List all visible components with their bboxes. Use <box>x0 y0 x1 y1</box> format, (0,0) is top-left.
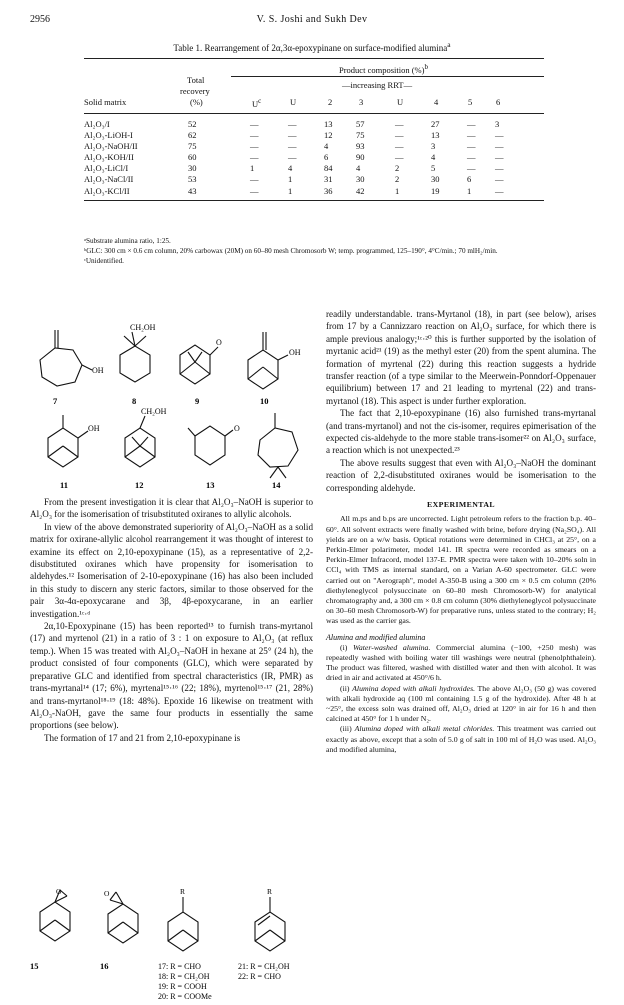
cell-value: 30 <box>356 174 365 185</box>
header-bottom-rule <box>84 113 544 114</box>
s9-o: O <box>216 338 222 347</box>
cell-value: 1 <box>467 185 472 196</box>
header-total-3: (%) <box>190 97 203 107</box>
table-caption-text: Table 1. Rearrangement of 2α,3α-epoxypinane on surface-modified alumina <box>173 43 448 53</box>
cell-value: 6 <box>324 152 329 163</box>
header-total-2: recovery <box>180 86 210 96</box>
table-row <box>84 130 544 141</box>
cell-value: 13 <box>324 119 333 129</box>
label-9: 9 <box>195 396 200 406</box>
left-para-3: 2α,10-Epoxypinane (15) has been reported¹³ to furnish trans-myrtanol (17) and myrtenol (21) in a ratio of 3 : 1 on exposure to Al₂O₃ (at reflux temp.). When 15 was treated with Al₂O₃–NaOH in hexane at 25° (24 h), the product consisted of four components (GLC), which were separated by preparative GLC and identified from spectral characteristics (IR, PMR) as trans-myrtanal¹⁴ (17; 6%), myrtenal¹⁵·¹⁶ (22; 18%), myrtenol¹⁵·¹⁷ (21, 28%) and trans-myrtanol¹⁸·¹⁹ (18: 48%). Epoxide 16 likewise on treatment with Al₂O₃-NaOH, gave the same four products in essentially the same proportions (see below). <box>30 621 313 731</box>
subcol-8: 6 <box>496 97 501 107</box>
cell-total: 75 <box>188 141 197 152</box>
header-product-text: Product composition (%) <box>339 64 425 75</box>
cell-value: 19 <box>431 185 440 196</box>
cell-value: — <box>495 141 504 152</box>
experimental-subheading: Alumina and modified alumina <box>326 632 426 642</box>
cell-value: — <box>288 119 297 129</box>
cell-value: 2 <box>395 174 400 185</box>
cell-value: — <box>467 130 476 141</box>
label-14: 14 <box>272 480 281 490</box>
cell-value: — <box>250 152 259 163</box>
exp-item-1: (i) Water-washed alumina. Commercial alumina (−100, +250 mesh) was repeatedly washed with boiling water till washings were neutral (phenolphthalein). The product was filtered, washed with distilled water and then with alcohol. It was dried in air and activated at 450°/6 h. <box>326 642 597 683</box>
table-row <box>84 141 544 152</box>
r-label-21: R <box>267 887 273 896</box>
header-total-1: Total <box>187 75 205 85</box>
cell-value: — <box>495 130 504 141</box>
header-solid-matrix: Solid matrix <box>84 97 127 107</box>
cell-value: 12 <box>324 130 333 141</box>
cell-value: 4 <box>431 152 436 163</box>
cell-value: 31 <box>324 174 333 185</box>
cell-total: 53 <box>188 174 197 185</box>
cell-value: — <box>250 174 259 185</box>
cell-value: — <box>395 141 404 152</box>
footnote-b: ᵇGLC: 300 cm × 0.6 cm column, 20% carbowax (20M) on 60–80 mesh Chromosorb W; temp. programmed, 125–190°, 4°C/min.; 70 mlH₂/min. <box>84 247 498 255</box>
table-row <box>84 152 544 163</box>
header-increasing-rrt: —increasing RRT— <box>342 80 413 90</box>
cell-matrix: Al₂O₃-NaOH/II <box>84 141 138 152</box>
footnote-a: ᵃSubstrate alumina ratio, 1:25. <box>84 237 171 245</box>
cell-value: — <box>467 141 476 152</box>
cell-value: 57 <box>356 119 365 129</box>
cell-matrix: Al₂O₃-KOH/II <box>84 152 134 163</box>
cell-value: 1 <box>250 163 255 174</box>
structures-15-22 <box>30 882 315 1002</box>
experimental-section <box>326 500 596 755</box>
cell-value: 42 <box>356 185 365 196</box>
cell-value: 30 <box>431 174 440 185</box>
r-label-17: R <box>180 887 186 896</box>
list-19: 19: R = COOH <box>158 982 207 991</box>
cell-value: 1 <box>288 185 293 196</box>
product-span-rule <box>231 76 544 77</box>
table-bottom-rule <box>84 200 544 201</box>
cell-value: — <box>467 152 476 163</box>
cell-value: 4 <box>324 141 329 152</box>
cell-value: 6 <box>467 174 472 185</box>
label-11: 11 <box>60 480 69 490</box>
cell-value: — <box>250 130 259 141</box>
list-21: 21: R = CH₂OH <box>238 962 290 971</box>
cell-value: — <box>495 152 504 163</box>
cell-value: 90 <box>356 152 365 163</box>
subcol-2: U <box>290 97 297 107</box>
experimental-heading: EXPERIMENTAL <box>427 500 495 510</box>
cell-value: 36 <box>324 185 333 196</box>
label-16: 16 <box>100 961 109 971</box>
cell-value: 4 <box>288 163 293 174</box>
s7-oh: OH <box>92 366 104 375</box>
subcol-5: U <box>397 97 404 107</box>
cell-matrix: Al₂O₃-LiOH-I <box>84 130 133 141</box>
subcol-1: $U^c$ <box>252 97 262 109</box>
exp-item-3: (iii) Alumina doped with alkali metal chlorides. This treatment was carried out exactly as above, except that a soln of 5.0 g of salt in 100 ml of H₂O was used. Al₂O₃ and modified alumina, <box>326 724 596 754</box>
structures-7-14 <box>20 300 310 492</box>
cell-value: 75 <box>356 130 365 141</box>
left-para-4: The formation of 17 and 21 from 2,10-epoxypinane is <box>44 732 241 743</box>
cell-value: 5 <box>431 163 436 174</box>
s15-o: O <box>56 887 62 896</box>
list-18: 18: R = CH₂OH <box>158 972 210 981</box>
cell-value: 1 <box>395 185 400 196</box>
cell-value: 27 <box>431 119 440 129</box>
experimental-intro: All m.ps and b.ps are uncorrected. Light petroleum refers to the fraction b.p. 40–60°. All solvent extracts were finally washed with brine, before drying (Na₂SO₄). All yields are on a w/w basis. Optical rotations were determined in CHCl₃ at 25°, on a Perkin-Elmer polarimeter, model 141. IR spectra were recorded as smears on a Perkin-Elmer Infracord, model 137-E. PMR spectra were taken with 10–20% soln in CCl₄ with TMS as internal standard, on a Varian A-60 spectrometer. GLC were carried out on "Aerograph", model A-350-B using a 300 cm × 0.5 cm column (20% diethyleneglycol polysuccinate on 60–80 mesh Chromosorb-W) for analytical chromatography and, a 300 cm × 0.8 cm column (30% diethyleneglycol polysuccinate on 30–60 mesh Chromosorb-W) for preparative runs, unless stated to the contrary; H₂ was used as the carrier gas. <box>326 514 596 626</box>
table-body <box>84 119 544 197</box>
right-para-3: The above results suggest that even with Al₂O₃–NaOH the dominant reaction of 2,2-disubstituted oxiranes would be isomerisation to the corresponding aldehyde. <box>326 457 596 493</box>
subcol-4: 3 <box>359 97 364 107</box>
exp-item-2: (ii) Alumina doped with alkali hydroxides. The above Al₂O₃ (50 g) was covered with alkali hydroxide aq (100 ml containing 1.5 g of the hydroxide). After 48 h at ~25°, the excess soln was drained off, Al₂O₃ dried at 120° in air for 16 h and then calcined at 450° for 1 h under N₂. <box>326 683 596 724</box>
header-product-mark: b <box>424 63 429 71</box>
cell-value: — <box>250 141 259 152</box>
results-table <box>84 58 544 201</box>
cell-value: 13 <box>431 130 440 141</box>
table-row <box>84 174 544 185</box>
cell-value: 4 <box>356 163 361 174</box>
subcol-3: 2 <box>328 97 333 107</box>
cell-value: 3 <box>495 119 500 129</box>
cell-value: — <box>288 141 297 152</box>
header-product <box>339 63 428 75</box>
label-12: 12 <box>135 480 144 490</box>
label-10: 10 <box>260 396 269 406</box>
cell-value: — <box>288 152 297 163</box>
cell-value: — <box>495 163 504 174</box>
cell-value: 84 <box>324 163 333 174</box>
s13-o: O <box>234 424 240 433</box>
right-para-2: The fact that 2,10-epoxypinane (16) also furnished trans-myrtanal (and trans-myrtanol) and not the cis-isomer, requires epimerisation of the expected cis-aldehyde to the more stable trans-isomer²² on Al₂O₃ surface, a reaction which is not unexpected.²³ <box>326 408 596 456</box>
cell-value: — <box>495 185 504 196</box>
cell-total: 43 <box>188 185 197 196</box>
cell-total: 30 <box>188 163 197 174</box>
page-number: 2956 <box>30 14 50 25</box>
subcol-6: 4 <box>434 97 439 107</box>
cell-total: 60 <box>188 152 197 163</box>
left-para-1: From the present investigation it is clear that Al₂O₃–NaOH is superior to Al₂O₃ for the isomerisation of trisubstituted oxiranes to allylic alcohols. <box>30 497 313 520</box>
cell-matrix: Al₂O₃-LiCl/I <box>84 163 129 174</box>
cell-value: 1 <box>288 174 293 185</box>
left-para-2: In view of the above demonstrated superiority of Al₂O₃–NaOH as a solid matrix for oxirane-allylic alcohol rearrangement it was thought of interest to examine its effect on 2,10-epoxypinane (15), as a representative of 2,2-disubstituted oxiranes which have propensity for isomerisation to aldehydes.¹² Isomerisation of 2-10-epoxypinane (16) has also been included in this study to discern any steric factors, similar to those observed for the pair 3α-4α-epoxycarane and 3β, 4β-epoxycarane, in an earlier investigation.¹ᶜ·ᵈ <box>30 521 313 619</box>
table-row <box>84 163 544 174</box>
label-15: 15 <box>30 961 39 971</box>
cell-value: — <box>467 163 476 174</box>
s11-oh: OH <box>88 424 100 433</box>
page-header <box>30 14 594 28</box>
cell-value: 3 <box>431 141 436 152</box>
cell-matrix: Al₂O₃-KCl/II <box>84 185 130 196</box>
table-caption <box>30 40 594 53</box>
cell-matrix: Al₂O₃-NaCl/II <box>84 174 134 185</box>
table-row <box>84 119 544 130</box>
s10-oh: OH <box>289 348 301 357</box>
cell-value: 93 <box>356 141 365 152</box>
left-column-text <box>30 496 313 744</box>
cell-total: 52 <box>188 119 197 129</box>
cell-value: — <box>395 119 404 129</box>
label-7: 7 <box>53 396 58 406</box>
s16-o: O <box>104 889 110 898</box>
s12-ch2oh: CH₂OH <box>141 407 167 416</box>
cell-value: 2 <box>395 163 400 174</box>
list-22: 22: R = CHO <box>238 972 281 981</box>
cell-value: — <box>288 130 297 141</box>
cell-value: — <box>250 119 259 129</box>
table-footnotes <box>84 236 544 266</box>
subcol-7: 5 <box>468 97 473 107</box>
right-para-1: readily understandable. trans-Myrtanol (18), in part (see below), arises from 17 by a Cannizzaro reaction on Al₂O₃ surface, for which there is ample previous analogy;¹ᶜ·²⁰ this is further supported by the isolation of myrtanic acid²¹ (19) as the methyl ester (20) from the spent alumina. The formation of myrtenal (22) during this reaction suggests a hydride transfer reaction (of a type similar to the Meerwein-Ponndorf-Oppenauer equilibrium) between 17 and 21 leading to myrtenal (22) and trans-myrtanol (18). This aspect is under further exploration. <box>326 309 596 406</box>
list-17: 17: R = CHO <box>158 962 201 971</box>
list-20: 20: R = COOMe <box>158 992 212 1001</box>
cell-value: — <box>395 152 404 163</box>
right-column-text <box>326 308 596 755</box>
table-row <box>84 186 544 197</box>
caption-mark: a <box>447 40 451 49</box>
cell-value: — <box>495 174 504 185</box>
cell-value: — <box>467 119 476 129</box>
cell-value: — <box>395 130 404 141</box>
label-8: 8 <box>132 396 137 406</box>
footnote-c: ᶜUnidentified. <box>84 257 124 265</box>
label-13: 13 <box>206 480 215 490</box>
s8-ch2oh: CH₂OH <box>130 323 156 332</box>
cell-value: — <box>250 185 259 196</box>
running-authors: V. S. Joshi and Sukh Dev <box>256 14 368 25</box>
cell-matrix: Al₂O₃/I <box>84 119 110 129</box>
cell-total: 62 <box>188 130 197 141</box>
